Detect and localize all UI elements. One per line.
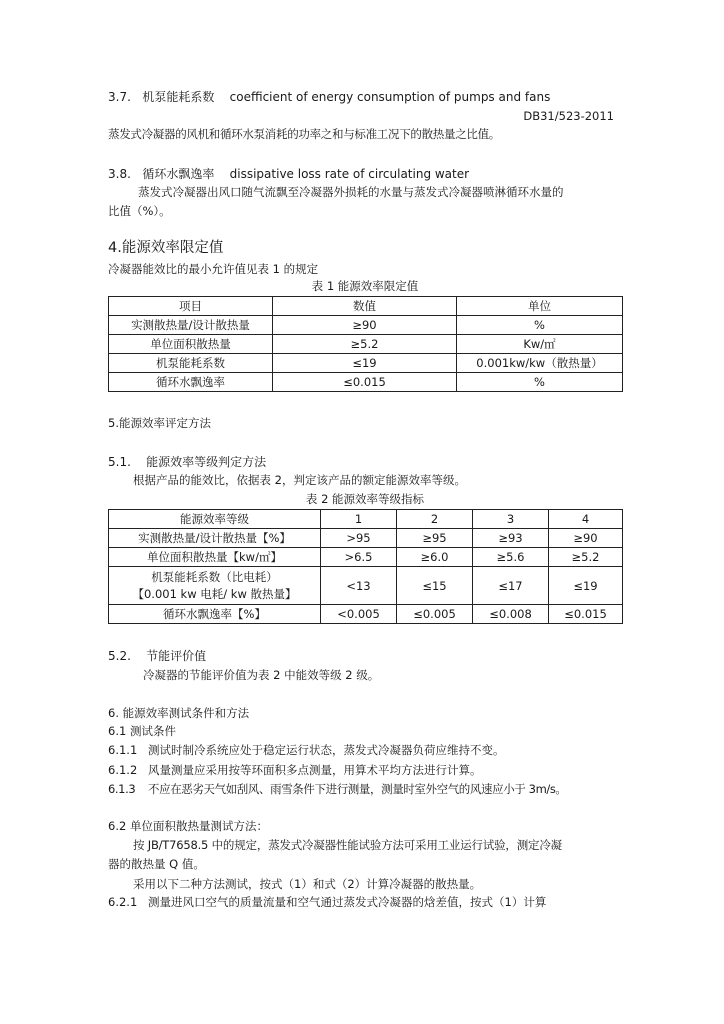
table-cell: ≤17 [473,567,549,605]
table1-header-cell: 数值 [273,297,457,316]
table-cell: ≤15 [397,567,473,605]
section-5-2-text: 冷凝器的节能评价值为表 2 中能效等级 2 级。 [143,668,380,682]
table2-grade-cell: 3 [473,510,549,529]
section-number: 6.1.3 [108,782,136,796]
table-row-label-line2: 【0.001 kw 电耗/ kw 散热量】 [132,586,297,601]
table-row [109,316,623,335]
section-title: 机泵能耗系数 [142,90,215,104]
table-row-label [109,567,321,605]
section-3-8-definition-line1: 蒸发式冷凝器出风口随气流飘至冷凝器外损耗的水量与蒸发式冷凝器喷淋循环水量的 [138,185,564,199]
section-text: 风量测量应采用按等环面积多点测量，用算术平均方法进行计算。 [148,763,482,777]
section-3-7-definition: 蒸发式冷凝器的风机和循环水泵消耗的功率之和与标准工况下的散热量之比值。 [108,127,500,141]
table-cell: >95 [321,529,397,548]
table2-header-row [109,510,623,529]
table-cell: 循环水飘逸率 [109,373,273,392]
section-number: 3.7. [108,90,131,104]
section-5-1-text: 根据产品的能效比，依据表 2，判定该产品的额定能源效率等级。 [133,473,466,487]
table-cell: 机泵能耗系数 [109,354,273,373]
section-text: 测试时制冷系统应处于稳定运行状态，蒸发式冷凝器负荷应维持不变。 [148,743,505,757]
section-6-2-text2: 器的散热量 Q 值。 [108,857,205,871]
table-row [109,567,623,605]
table-row [109,354,623,373]
table-row [109,529,623,548]
table-cell: ≤19 [549,567,623,605]
table-row-label: 实测散热量/设计散热量【%】 [109,529,321,548]
section-6-title: 6. 能源效率测试条件和方法 [108,706,250,720]
table-row [109,373,623,392]
section-6-1-2 [108,762,482,778]
table-cell: ≥5.2 [549,548,623,567]
section-6-1-1 [108,742,505,758]
table-cell: ≥5.6 [473,548,549,567]
section-text: 测量进风口空气的质量流量和空气通过蒸发式冷凝器的焓差值，按式（1）计算 [148,895,547,909]
section-text: 不应在恶劣天气如刮风、雨雪条件下进行测量，测量时室外空气的风速应小于 3m/s。 [148,782,567,796]
section-number: 5.1. [108,455,131,469]
section-3-8-definition-line2: 比值（%）。 [108,204,171,218]
section-number: 3.8. [108,167,131,181]
table-cell: % [457,316,623,335]
table-row-label: 单位面积散热量【kw/㎡】 [109,548,321,567]
table-cell: ≥6.0 [397,548,473,567]
table-row [109,548,623,567]
section-4-title: 4.能源效率限定值 [108,240,224,256]
table1-header-cell: 单位 [457,297,623,316]
section-4-intro: 冷凝器能效比的最小允许值见表 1 的规定 [108,262,319,276]
section-6-2-text3: 采用以下二种方法测试，按式（1）和式（2）计算冷凝器的散热量。 [133,877,482,891]
table2-grade-cell: 4 [549,510,623,529]
table2-caption: 表 2 能源效率等级指标 [305,492,425,506]
table-cell: ≥5.2 [273,335,457,354]
table1-header-cell: 项目 [109,297,273,316]
table1 [108,296,623,392]
table1-header-row [109,297,623,316]
table2-grade-cell: 1 [321,510,397,529]
section-6-1-title: 6.1 测试条件 [108,724,176,738]
section-number: 6.1.2 [108,763,138,777]
table2-grade-cell: 2 [397,510,473,529]
table-row [109,605,623,624]
table-cell: 0.001kw/kw（散热量） [457,354,623,373]
table-cell: >6.5 [321,548,397,567]
table-cell: ≤0.008 [473,605,549,624]
table-cell: <13 [321,567,397,605]
table-row-label: 循环水飘逸率【%】 [109,605,321,624]
section-6-2-text1: 按 JB/T7658.5 中的规定，蒸发式冷凝器性能试验方法可采用工业运行试验，测定冷凝 [133,838,562,852]
table-cell: ≥93 [473,529,549,548]
table-cell: Kw/㎡ [457,335,623,354]
table-cell: ≥90 [273,316,457,335]
table-cell: ≤0.015 [549,605,623,624]
section-6-2-title: 6.2 单位面积散热量测试方法： [108,819,268,833]
table-cell: 单位面积散热量 [109,335,273,354]
table-cell: ≥95 [397,529,473,548]
section-number: 6.1.1 [108,743,138,757]
table-cell: <0.005 [321,605,397,624]
document-code: DB31/523-2011 [523,109,614,123]
section-title: 能源效率等级判定方法 [146,455,267,469]
section-3-8-heading [108,166,469,182]
section-6-2-1 [108,894,546,910]
table1-caption: 表 1 能源效率限定值 [311,279,419,293]
section-number: 5.2. [108,649,131,663]
section-5-2-heading [108,648,206,664]
section-title: 节能评价值 [146,649,207,663]
table2-header-label: 能源效率等级 [109,510,321,529]
section-title-en: coefficient of energy consumption of pumps and fans [229,90,551,104]
table-row-label-line1: 机泵能耗系数（比电耗） [151,569,278,584]
table-cell: ≥90 [549,529,623,548]
table-cell: ≤0.015 [273,373,457,392]
table-row [109,335,623,354]
section-title: 循环水飘逸率 [142,167,215,181]
table-cell: ≤0.005 [397,605,473,624]
section-6-1-3 [108,781,567,797]
section-number: 6.2.1 [108,895,138,909]
table-cell: % [457,373,623,392]
section-3-7-heading [108,89,550,105]
section-5-title: 5.能源效率评定方法 [108,416,211,430]
section-5-1-heading [108,454,266,470]
section-title-en: dissipative loss rate of circulating water [229,167,470,181]
table-cell: ≤19 [273,354,457,373]
table2 [108,509,623,624]
table-cell: 实测散热量/设计散热量 [109,316,273,335]
